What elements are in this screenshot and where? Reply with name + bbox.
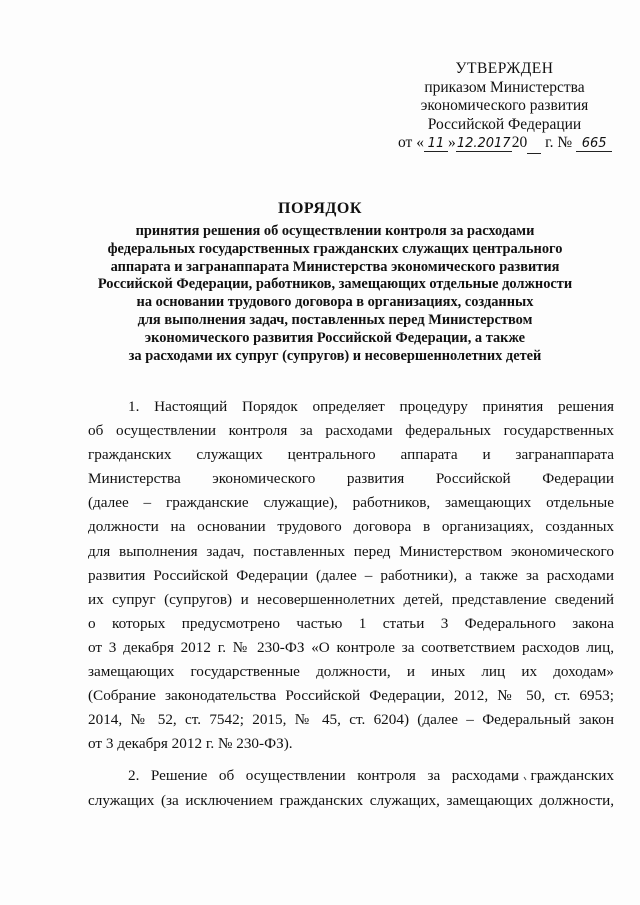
order-number-handwritten: 665 <box>576 136 612 152</box>
document-title: ПОРЯДОК <box>278 200 362 217</box>
body-line: развития Российской Федерации (далее – работники), а также за расходами <box>88 566 614 584</box>
body-line: должности на основании трудового договора в организациях, созданных <box>88 518 614 536</box>
body-line: о которых предусмотрено частью 1 статьи 3 Федерального закона <box>88 614 614 632</box>
approval-heading: УТВЕРЖДЕН <box>455 60 554 77</box>
subtitle-line: аппарата и загранаппарата Министерства экономического развития <box>110 258 560 275</box>
subtitle-line: федеральных государственных гражданских служащих центрального <box>107 240 563 257</box>
body-line: 2014, № 52, ст. 7542; 2015, № 45, ст. 6204) (далее – Федеральный закон <box>88 711 614 729</box>
subtitle-line: на основании трудового договора в организациях, созданных <box>136 294 534 311</box>
body-line: для выполнения задач, поставленных перед Министерством экономического <box>88 542 614 560</box>
approval-line-2: экономического развития <box>420 97 589 114</box>
subtitle-line: экономического развития Российской Федерации, а также <box>144 329 526 346</box>
date-year-blank <box>527 134 541 154</box>
date-year-suffix: 20 <box>511 134 528 151</box>
body-line: служащих (за исключением гражданских служащих, замещающих должности, <box>88 791 614 809</box>
subtitle-line: за расходами их супруг (супругов) и несовершеннолетних детей <box>128 347 542 364</box>
body-line: их супруг (супругов) и несовершеннолетних детей, представление сведений <box>88 590 614 608</box>
document-body <box>88 395 614 813</box>
approval-line-3: Российской Федерации <box>427 115 582 133</box>
approval-stamp <box>392 60 617 154</box>
date-prefix: от « <box>398 134 424 151</box>
date-separator: » <box>447 134 456 151</box>
document-subtitle <box>80 223 590 365</box>
body-line: 2. Решение об осуществлении контроля за расходами гражданских <box>128 767 614 785</box>
body-line: от 3 декабря 2012 г. № 230-ФЗ «О контроле за соответствием расходов лиц, <box>88 638 614 656</box>
body-line: Министерства экономического развития Российской Федерации <box>88 470 614 488</box>
scan-speck-mark <box>510 774 550 784</box>
subtitle-line: для выполнения задач, поставленных перед Министерством <box>137 311 533 328</box>
body-line: от 3 декабря 2012 г. № 230-ФЗ). <box>88 735 293 753</box>
approval-line-1: приказом Министерства <box>424 78 585 96</box>
subtitle-line: принятия решения об осуществлении контроля за расходами <box>135 223 535 239</box>
body-line: (далее – гражданские служащие), работников, замещающих отдельные <box>88 494 614 512</box>
date-day-handwritten: 11 <box>424 136 448 152</box>
date-month-year-handwritten: 12.2017 <box>456 136 511 151</box>
body-line: (Собрание законодательства Российской Федерации, 2012, № 50, ст. 6953; <box>88 687 614 705</box>
body-line: об осуществлении контроля за расходами федеральных государственных <box>88 422 614 440</box>
body-line: замещающих государственные должности, и иных лиц их доходам» <box>88 663 614 681</box>
approval-date-line <box>392 134 617 154</box>
body-line: 1. Настоящий Порядок определяет процедуру принятия решения <box>128 398 614 415</box>
body-line: гражданских служащих центрального аппарата и загранаппарата <box>88 446 614 464</box>
number-prefix: г. № <box>545 134 573 151</box>
subtitle-line: Российской Федерации, работников, замещающих отдельные должности <box>97 276 573 293</box>
